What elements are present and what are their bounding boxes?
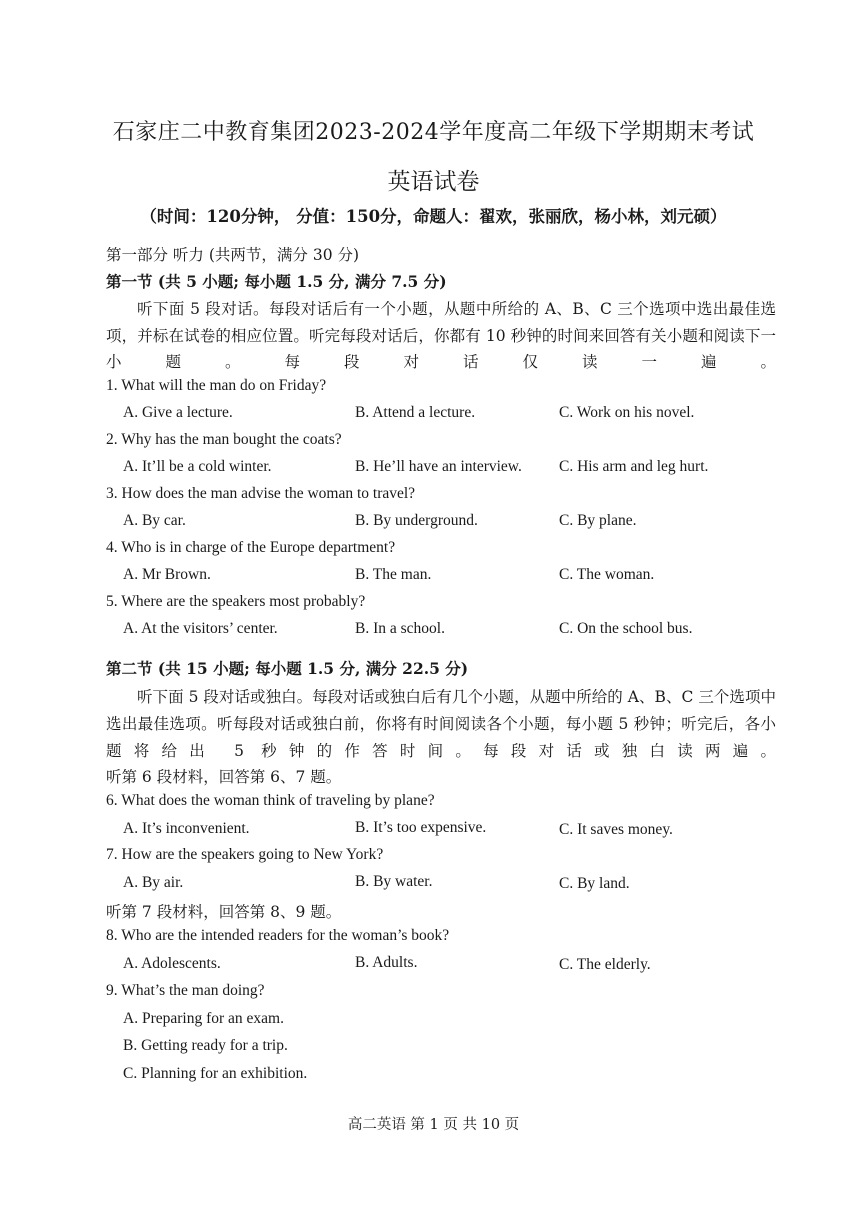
material-7-note: 听第 7 段材料，回答第 8、9 题。 xyxy=(106,903,342,921)
option-3c: C. By plane. xyxy=(559,512,637,529)
question-2: 2. Why has the man bought the coats? xyxy=(106,431,342,448)
option-4c: C. The woman. xyxy=(559,566,655,583)
question-7: 7. How are the speakers going to New York? xyxy=(106,846,384,863)
exam-info: （时间：120分钟， 分值：150分，命题人：翟欢，张丽欣，杨小林，刘元硕） xyxy=(140,207,727,226)
option-7b: B. By water. xyxy=(355,873,433,890)
section1-instructions: 听下面 5 段对话。每段对话后有一个小题，从题中所给的 A、B、C 三个选项中选出最佳选项，并标在试卷的相应位置。听完每段对话后，你都有 10 秒钟的时间来回答有关小题和阅读下一小题。每段对话仅读一遍。 xyxy=(106,300,776,371)
option-2b: B. He’ll have an interview. xyxy=(355,458,522,475)
exam-title: 石家庄二中教育集团2023-2024学年度高二年级下学期期末考试 xyxy=(112,120,755,145)
question-9: 9. What’s the man doing? xyxy=(106,982,265,999)
part1-heading: 第一部分 听力 (共两节，满分 30 分) xyxy=(106,246,360,264)
question-6: 6. What does the woman think of traveling by plane? xyxy=(106,792,435,809)
option-1a: A. Give a lecture. xyxy=(123,404,233,421)
section2-instructions: 听下面 5 段对话或独白。每段对话或独白后有几个小题，从题中所给的 A、B、C 三个选项中选出最佳选项。听每段对话或独白前，你将有时间阅读各个小题，每小题 5 秒钟；听完后，各小题将给出 5 秒钟的作答时间。每段对话或独白读两遍。 xyxy=(106,688,776,760)
question-1: 1. What will the man do on Friday? xyxy=(106,377,327,394)
question-8: 8. Who are the intended readers for the woman’s book? xyxy=(106,927,450,944)
option-4b: B. The man. xyxy=(355,566,432,583)
section2-heading: 第二节 (共 15 小题; 每小题 1.5 分, 满分 22.5 分) xyxy=(106,659,469,678)
option-2c: C. His arm and leg hurt. xyxy=(559,458,709,475)
option-3a: A. By car. xyxy=(123,512,186,529)
option-1b: B. Attend a lecture. xyxy=(355,404,476,421)
option-5b: B. In a school. xyxy=(355,620,445,637)
section1-heading: 第一节 (共 5 小题; 每小题 1.5 分, 满分 7.5 分) xyxy=(106,272,447,291)
question-3: 3. How does the man advise the woman to travel? xyxy=(106,485,416,502)
option-5c: C. On the school bus. xyxy=(559,620,693,637)
option-3b: B. By underground. xyxy=(355,512,478,529)
option-7a: A. By air. xyxy=(123,874,184,891)
option-2a: A. It’ll be a cold winter. xyxy=(123,458,272,475)
exam-subject: 英语试卷 xyxy=(387,169,480,195)
option-4a: A. Mr Brown. xyxy=(123,566,211,583)
option-7c: C. By land. xyxy=(559,875,630,892)
option-8a: A. Adolescents. xyxy=(123,955,221,972)
option-6c: C. It saves money. xyxy=(559,821,673,838)
option-6b: B. It’s too expensive. xyxy=(355,819,487,836)
option-9c: C. Planning for an exhibition. xyxy=(123,1065,308,1082)
option-5a: A. At the visitors’ center. xyxy=(123,620,278,637)
page-footer: 高二英语 第 1 页 共 10 页 xyxy=(347,1117,520,1133)
option-8b: B. Adults. xyxy=(355,954,418,971)
option-6a: A. It’s inconvenient. xyxy=(123,820,250,837)
option-1c: C. Work on his novel. xyxy=(559,404,695,421)
question-4: 4. Who is in charge of the Europe department? xyxy=(106,539,396,556)
option-9b: B. Getting ready for a trip. xyxy=(123,1037,288,1054)
option-9a: A. Preparing for an exam. xyxy=(123,1010,284,1027)
material-6-note: 听第 6 段材料，回答第 6、7 题。 xyxy=(106,768,342,786)
question-5: 5. Where are the speakers most probably? xyxy=(106,593,366,610)
option-8c: C. The elderly. xyxy=(559,956,651,973)
